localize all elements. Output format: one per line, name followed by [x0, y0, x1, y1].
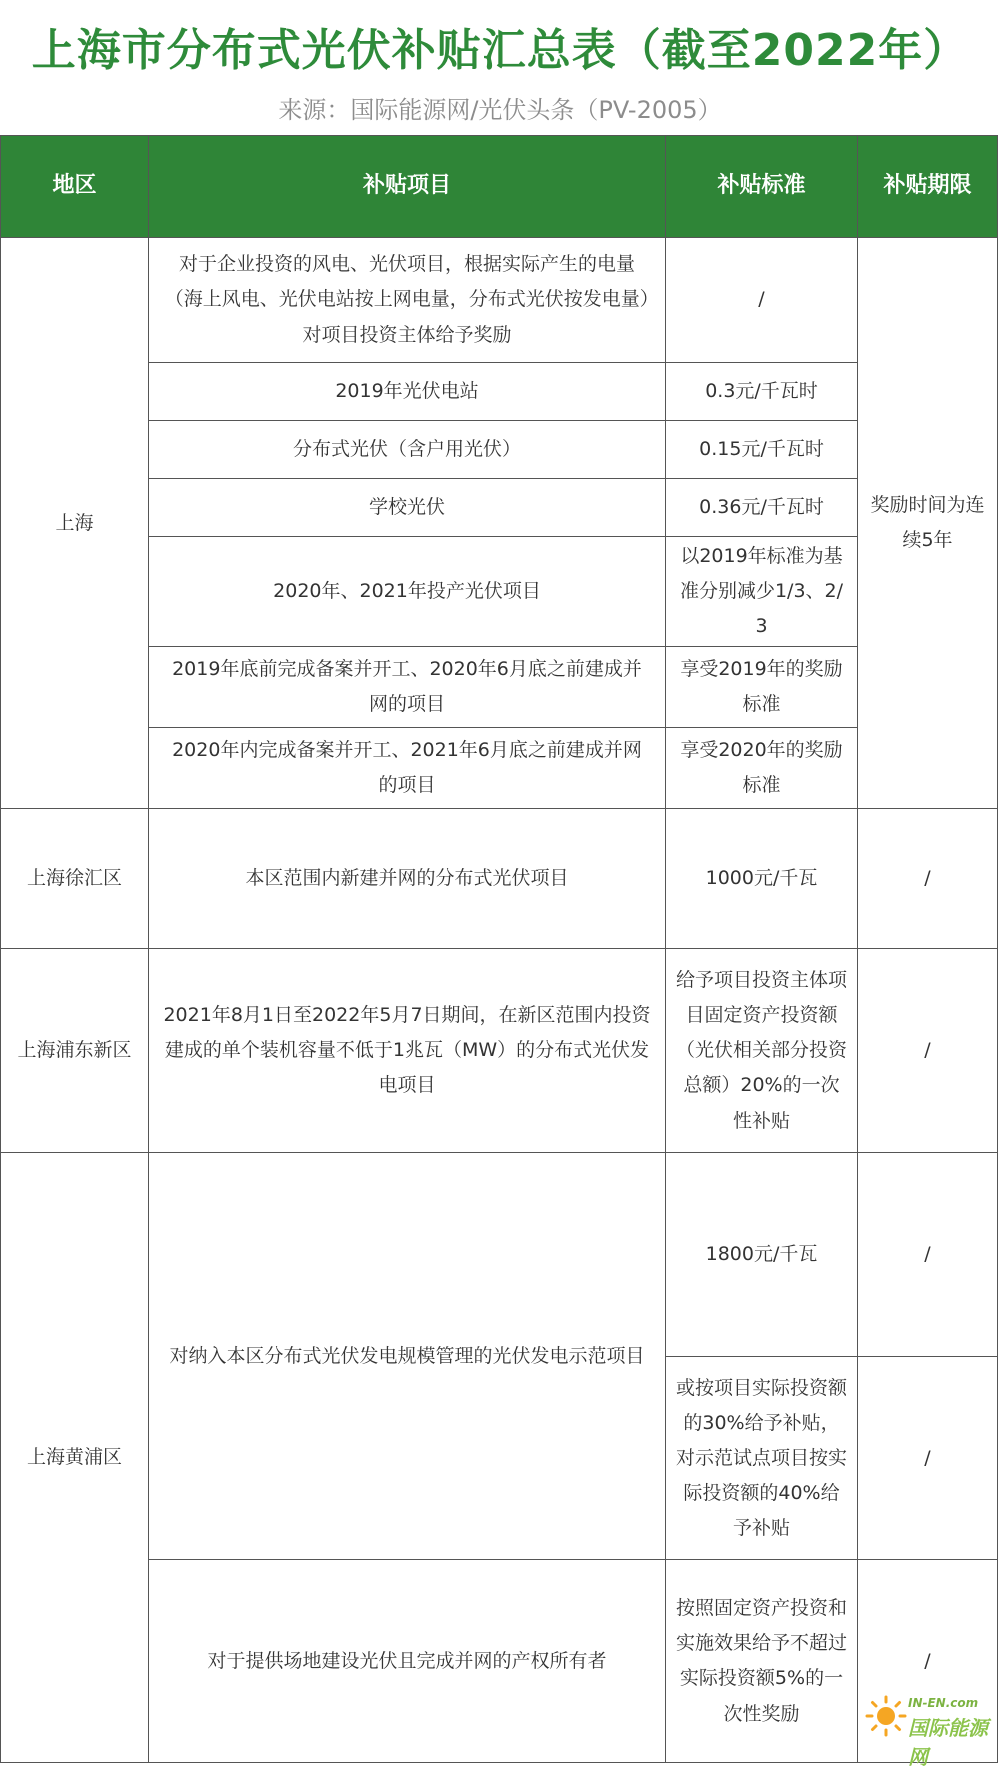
- period-cell: /: [858, 1153, 998, 1357]
- page-title: 上海市分布式光伏补贴汇总表（截至2022年）: [31, 25, 969, 76]
- table-row: [1, 1560, 998, 1763]
- watermark-bottom-text: 国际能源网: [908, 1716, 988, 1769]
- standard-cell: 以2019年标准为基准分别减少1/3、2/3: [666, 537, 858, 647]
- standard-cell: 给予项目投资主体项目固定资产投资额（光伏相关部分投资总额）20%的一次性补贴: [666, 949, 858, 1153]
- table-row: [1, 728, 998, 809]
- table-row: [1, 809, 998, 949]
- standard-cell: /: [666, 238, 858, 363]
- project-cell: 2019年底前完成备案并开工、2020年6月底之前建成并网的项目: [149, 647, 666, 728]
- standard-cell: 或按项目实际投资额的30%给予补贴，对示范试点项目按实际投资额的40%给予补贴: [666, 1357, 858, 1560]
- standard-cell: 按照固定资产投资和实施效果给予不超过实际投资额5%的一次性奖励: [666, 1560, 858, 1763]
- table-row: [1, 949, 998, 1153]
- table-header-row: [1, 136, 998, 238]
- header-region: 地区: [1, 136, 149, 238]
- project-cell: 对于企业投资的风电、光伏项目，根据实际产生的电量（海上风电、光伏电站按上网电量，分布式光伏按发电量）对项目投资主体给予奖励: [149, 238, 666, 363]
- standard-cell: 0.15元/千瓦时: [666, 421, 858, 479]
- project-cell: 对于提供场地建设光伏且完成并网的产权所有者: [149, 1560, 666, 1763]
- table-row: [1, 363, 998, 421]
- source-line: 来源：国际能源网/光伏头条（PV-2005）: [278, 96, 722, 124]
- project-cell: 本区范围内新建并网的分布式光伏项目: [149, 809, 666, 949]
- table-row: [1, 479, 998, 537]
- header-project: 补贴项目: [149, 136, 666, 238]
- project-cell: 2021年8月1日至2022年5月7日期间，在新区范围内投资建成的单个装机容量不低于1兆瓦（MW）的分布式光伏发电项目: [149, 949, 666, 1153]
- region-cell: 上海: [1, 238, 149, 809]
- standard-cell: 1000元/千瓦: [666, 809, 858, 949]
- header-standard: 补贴标准: [666, 136, 858, 238]
- standard-cell: 享受2020年的奖励标准: [666, 728, 858, 809]
- table-row: [1, 537, 998, 647]
- project-cell: 对纳入本区分布式光伏发电规模管理的光伏发电示范项目: [149, 1153, 666, 1560]
- region-cell: 上海黄浦区: [1, 1153, 149, 1763]
- project-cell: 2020年内完成备案并开工、2021年6月底之前建成并网的项目: [149, 728, 666, 809]
- standard-cell: 0.3元/千瓦时: [666, 363, 858, 421]
- period-cell: /: [858, 949, 998, 1153]
- period-cell: /: [858, 1560, 998, 1763]
- sun-icon: [864, 1694, 908, 1738]
- standard-cell: 享受2019年的奖励标准: [666, 647, 858, 728]
- table-row: [1, 1153, 998, 1357]
- project-cell: 学校光伏: [149, 479, 666, 537]
- project-cell: 2020年、2021年投产光伏项目: [149, 537, 666, 647]
- subsidy-table: [0, 135, 998, 1763]
- region-cell: 上海徐汇区: [1, 809, 149, 949]
- region-cell: 上海浦东新区: [1, 949, 149, 1153]
- project-cell: 2019年光伏电站: [149, 363, 666, 421]
- project-cell: 分布式光伏（含户用光伏）: [149, 421, 666, 479]
- watermark-top-text: IN-EN.com: [908, 1696, 979, 1710]
- standard-cell: 0.36元/千瓦时: [666, 479, 858, 537]
- watermark-logo: [864, 1688, 994, 1769]
- period-cell: /: [858, 809, 998, 949]
- standard-cell: 1800元/千瓦: [666, 1153, 858, 1357]
- table-row: [1, 647, 998, 728]
- table-row: [1, 238, 998, 363]
- table-row: [1, 421, 998, 479]
- period-cell: /: [858, 1357, 998, 1560]
- header-period: 补贴期限: [858, 136, 998, 238]
- period-cell: 奖励时间为连续5年: [858, 238, 998, 809]
